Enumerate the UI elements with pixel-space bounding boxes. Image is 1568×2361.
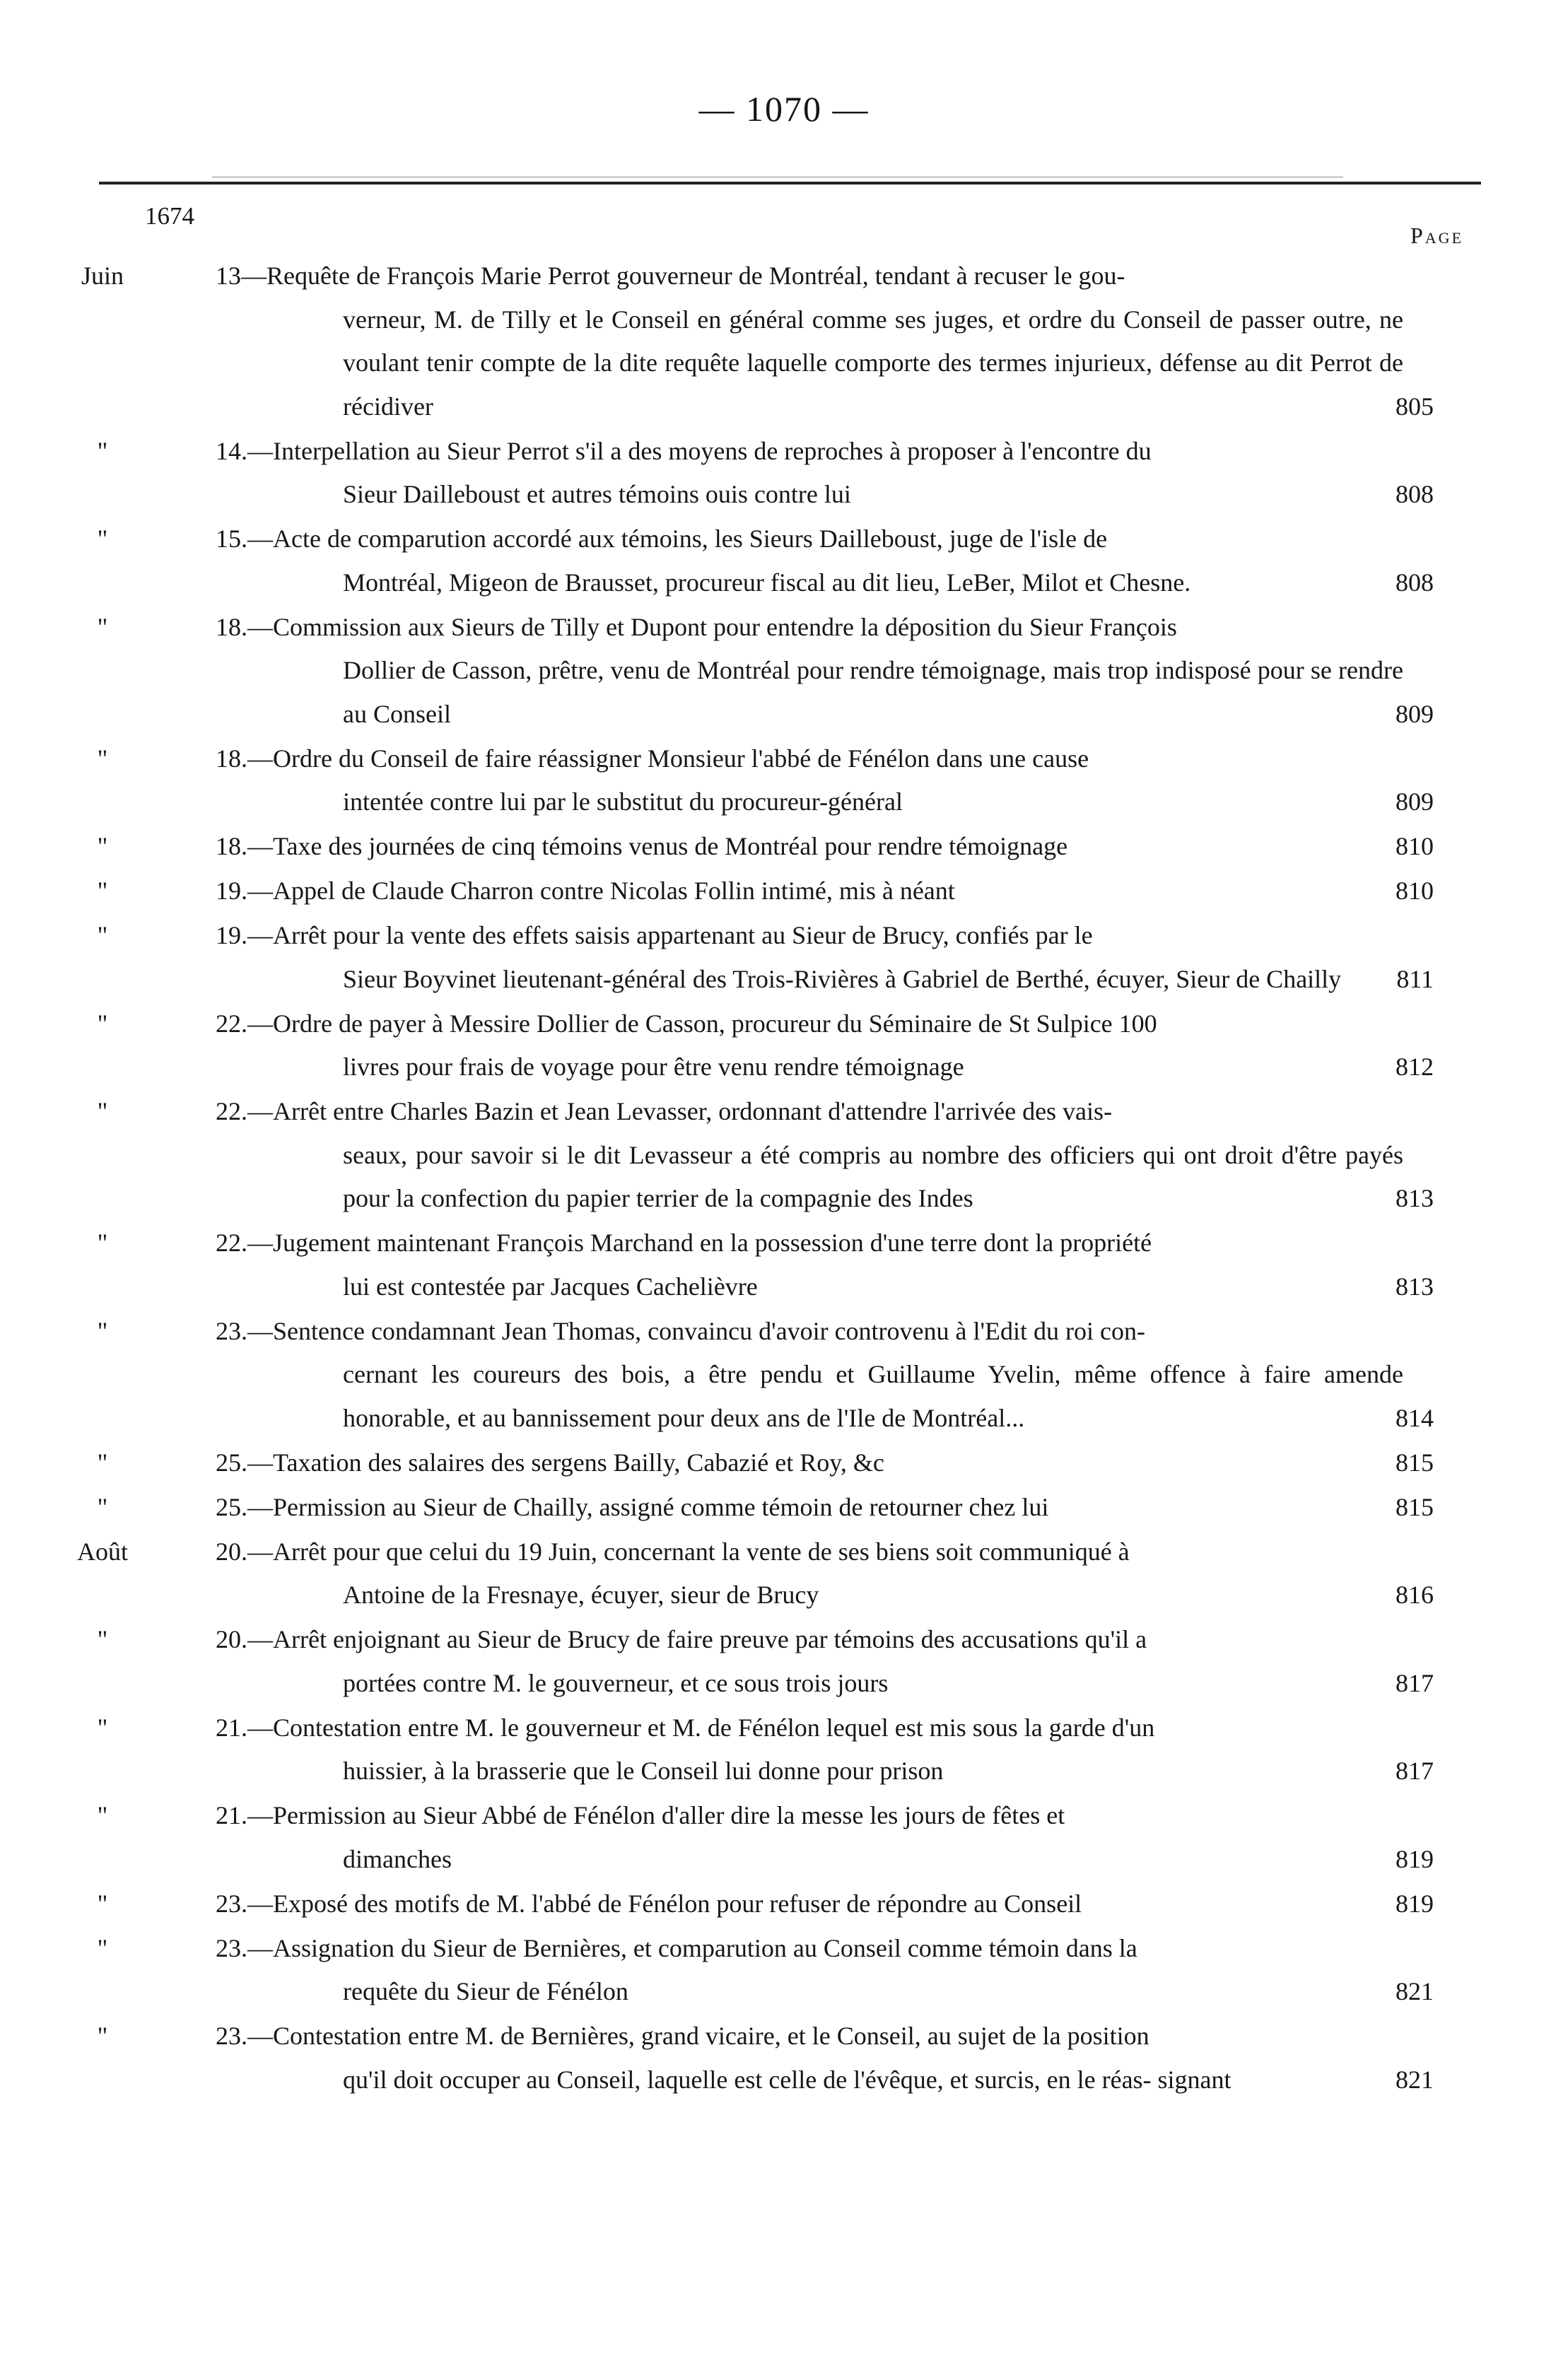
entry-first-line (216, 1486, 1403, 1530)
entry-first-text: —Assignation du Sieur de Bernières, et comparution au Conseil comme témoin dans la (247, 1933, 1137, 1962)
list-item (0, 1486, 1568, 1530)
entry-continuation: lui est contestée par Jacques Cachelièvre (343, 1272, 758, 1301)
page-column-heading: Page (1410, 223, 1464, 248)
entry-page-ref: 821 (1396, 2065, 1434, 2094)
entry-page-ref: 813 (1396, 1184, 1434, 1212)
list-item (0, 1221, 1568, 1308)
entry-day: 20. (216, 1625, 247, 1653)
entry-continuation: qu'il doit occuper au Conseil, laquelle est celle de l'évêque, et surcis, en le réas- signant (343, 2065, 1231, 2094)
entry-text (216, 1882, 1403, 1926)
entry-first-line (216, 737, 1403, 781)
page-number: — 1070 — (698, 89, 870, 129)
list-item (0, 1794, 1568, 1881)
entry-page-ref: 810 (1396, 877, 1434, 905)
entry-first-line (216, 254, 1403, 298)
entry-day: 23. (216, 1889, 247, 1918)
entry-month: " (97, 1713, 108, 1742)
entry-first-line (216, 606, 1403, 650)
entry-text (216, 2015, 1403, 2102)
year-label: 1674 (145, 202, 194, 230)
entry-month: " (97, 1009, 108, 1038)
entry-day: 19. (216, 877, 247, 905)
entry-text (216, 1486, 1403, 1530)
list-item (0, 1927, 1568, 2014)
entry-day: 20. (216, 1537, 247, 1566)
entry-continuation: dimanches (343, 1844, 452, 1873)
entry-first-line (216, 914, 1403, 958)
entry-first-text: —Jugement maintenant François Marchand en la possession d'une terre dont la propriété (247, 1229, 1152, 1257)
entry-first-line (216, 1310, 1403, 1354)
entry-month: " (97, 1933, 108, 1962)
entry-first-text: —Ordre de payer à Messire Dollier de Casson, procureur du Séminaire de St Sulpice 100 (247, 1009, 1157, 1038)
entry-first-line (216, 2015, 1403, 2058)
list-item (0, 1441, 1568, 1485)
list-item (0, 737, 1568, 824)
entry-day: 25. (216, 1448, 247, 1477)
entry-month: " (97, 1625, 108, 1653)
entry-page-ref: 814 (1396, 1403, 1434, 1432)
entry-first-text: —Contestation entre M. le gouverneur et M. de Fénélon lequel est mis sous la garde d'un (247, 1713, 1155, 1742)
entry-day: 25. (216, 1492, 247, 1521)
entry-first-line (216, 1090, 1403, 1134)
entry-first-text: —Acte de comparution accordé aux témoins, les Sieurs Dailleboust, juge de l'isle de (247, 525, 1108, 553)
entry-first-line (216, 1530, 1403, 1574)
entry-text (216, 825, 1403, 869)
entry-continuation: livres pour frais de voyage pour être venu rendre témoignage (343, 1053, 964, 1081)
entry-month: " (97, 612, 108, 641)
entry-first-text: —Sentence condamnant Jean Thomas, convaincu d'avoir controvenu à l'Edit du roi con- (247, 1316, 1145, 1345)
entry-page-ref: 809 (1396, 787, 1434, 816)
entry-page-ref: 816 (1396, 1581, 1434, 1609)
list-item (0, 254, 1568, 428)
list-item (0, 914, 1568, 1001)
entry-page-ref: 819 (1396, 1844, 1434, 1873)
entry-month: " (97, 1229, 108, 1257)
entry-month: " (97, 832, 108, 860)
entry-day: 14. (216, 436, 247, 465)
list-item (0, 1310, 1568, 1441)
entry-month: " (97, 877, 108, 905)
entry-first-text: —Taxe des journées de cinq témoins venus de Montréal pour rendre témoignage (247, 832, 1068, 860)
entry-text (216, 1441, 1403, 1485)
entry-continuation: intentée contre lui par le substitut du procureur-général (343, 787, 903, 816)
entry-continuation: Montréal, Migeon de Brausset, procureur fiscal au dit lieu, LeBer, Milot et Chesne. (343, 568, 1191, 597)
list-item (0, 430, 1568, 517)
entry-first-line (216, 1706, 1403, 1750)
list-item (0, 825, 1568, 869)
entry-text (216, 1706, 1403, 1793)
entry-day: 23. (216, 1933, 247, 1962)
entry-first-line (216, 1221, 1403, 1265)
entry-day: 18. (216, 744, 247, 773)
entry-page-ref: 811 (1396, 964, 1434, 993)
entry-first-text: —Requête de François Marie Perrot gouverneur de Montréal, tendant à recuser le gou- (241, 262, 1125, 290)
list-item (0, 1002, 1568, 1089)
entry-month: " (97, 1492, 108, 1521)
entry-continuation: Sieur Boyvinet lieutenant-général des Trois-Rivières à Gabriel de Berthé, écuyer, Sieur de Chailly (343, 964, 1342, 993)
list-item (0, 517, 1568, 604)
entry-first-text: —Arrêt pour que celui du 19 Juin, concernant la vente de ses biens soit communiqué à (247, 1537, 1130, 1566)
entry-day: 22. (216, 1097, 247, 1125)
entry-text (216, 1221, 1403, 1308)
entry-day: 19. (216, 921, 247, 949)
entry-month: " (97, 921, 108, 949)
entry-text (216, 1002, 1403, 1089)
entry-month: " (97, 525, 108, 553)
entry-month: " (97, 1889, 108, 1918)
entry-text (216, 1090, 1403, 1221)
entry-text (216, 254, 1403, 428)
entry-page-ref: 808 (1396, 568, 1434, 597)
entry-first-line (216, 1882, 1403, 1926)
entry-text (216, 1794, 1403, 1881)
entry-page-ref: 815 (1396, 1492, 1434, 1521)
list-item (0, 1882, 1568, 1926)
entry-month: " (97, 1097, 108, 1125)
entry-continuation: verneur, M. de Tilly et le Conseil en général comme ses juges, et ordre du Conseil de passer outre, ne voulant tenir compte de la dite requête laquelle comporte des termes injurieux, défense au dit Perrot de récidiver (343, 305, 1403, 421)
entry-month: " (97, 1316, 108, 1345)
entry-first-line (216, 1794, 1403, 1838)
entry-month: " (97, 2022, 108, 2050)
entry-first-text: —Permission au Sieur de Chailly, assigné comme témoin de retourner chez lui (247, 1492, 1049, 1521)
list-item (0, 1706, 1568, 1793)
entry-continuation: cernant les coureurs des bois, a être pendu et Guillaume Yvelin, même offence à faire amende honorable, et au bannissement pour deux ans de l'Ile de Montréal... (343, 1360, 1403, 1432)
entry-text (216, 737, 1403, 824)
entry-day: 22. (216, 1229, 247, 1257)
entry-day: 13 (216, 262, 241, 290)
entry-first-text: —Appel de Claude Charron contre Nicolas Follin intimé, mis à néant (247, 877, 955, 905)
entry-month: " (97, 436, 108, 465)
entry-continuation: Dollier de Casson, prêtre, venu de Montréal pour rendre témoignage, mais trop indisposé pour se rendre au Conseil (343, 656, 1403, 728)
entry-month: " (97, 1801, 108, 1829)
entry-first-line (216, 1002, 1403, 1046)
entry-first-text: —Arrêt entre Charles Bazin et Jean Levasser, ordonnant d'attendre l'arrivée des vais- (247, 1097, 1113, 1125)
entry-continuation: portées contre M. le gouverneur, et ce sous trois jours (343, 1668, 889, 1697)
entry-text (216, 1927, 1403, 2014)
entry-page-ref: 817 (1396, 1757, 1434, 1785)
entry-continuation: seaux, pour savoir si le dit Levasseur a été compris au nombre des officiers qui ont droit d'être payés pour la confection du papier terrier de la compagnie des Indes (343, 1140, 1403, 1212)
entry-first-text: —Ordre du Conseil de faire réassigner Monsieur l'abbé de Fénélon dans une cause (247, 744, 1089, 773)
entry-month: Août (77, 1537, 128, 1566)
entry-page-ref: 813 (1396, 1272, 1434, 1301)
entry-text (216, 869, 1403, 913)
entry-first-line (216, 1618, 1403, 1662)
list-item (0, 1618, 1568, 1705)
entry-page-ref: 821 (1396, 1977, 1434, 2005)
entry-day: 23. (216, 1316, 247, 1345)
entry-first-line (216, 430, 1403, 474)
entry-continuation: requête du Sieur de Fénélon (343, 1977, 628, 2005)
entry-first-text: —Arrêt enjoignant au Sieur de Brucy de faire preuve par témoins des accusations qu'il a (247, 1625, 1147, 1653)
entry-text (216, 1618, 1403, 1705)
header-rule (99, 182, 1481, 184)
entry-day: 18. (216, 832, 247, 860)
entry-day: 22. (216, 1009, 247, 1038)
entry-first-text: —Interpellation au Sieur Perrot s'il a des moyens de reproches à proposer à l'encontre du (247, 436, 1152, 465)
entry-page-ref: 808 (1396, 480, 1434, 508)
entry-continuation: Sieur Dailleboust et autres témoins ouis contre lui (343, 480, 851, 508)
entry-first-line (216, 1927, 1403, 1971)
entry-day: 21. (216, 1713, 247, 1742)
entry-first-text: —Taxation des salaires des sergens Bailly, Cabazié et Roy, &c (247, 1448, 884, 1477)
entry-text (216, 1530, 1403, 1617)
list-item (0, 1090, 1568, 1221)
entry-month: " (97, 1448, 108, 1477)
entry-page-ref: 805 (1396, 392, 1434, 421)
entry-page-ref: 810 (1396, 832, 1434, 860)
entry-day: 23. (216, 2022, 247, 2050)
entry-page-ref: 817 (1396, 1668, 1434, 1697)
entry-day: 21. (216, 1801, 247, 1829)
entry-first-line (216, 517, 1403, 561)
entry-page-ref: 809 (1396, 699, 1434, 728)
entry-month: Juin (81, 262, 124, 290)
list-item (0, 1530, 1568, 1617)
entry-text (216, 606, 1403, 737)
entry-text (216, 914, 1403, 1001)
entry-text (216, 430, 1403, 517)
entry-text (216, 1310, 1403, 1441)
entry-continuation: Antoine de la Fresnaye, écuyer, sieur de Brucy (343, 1581, 819, 1609)
entry-first-line (216, 825, 1403, 869)
entry-page-ref: 819 (1396, 1889, 1434, 1918)
entry-day: 18. (216, 612, 247, 641)
entry-continuation: huissier, à la brasserie que le Conseil lui donne pour prison (343, 1757, 944, 1785)
entry-text (216, 517, 1403, 604)
entry-first-line (216, 869, 1403, 913)
entry-first-text: —Commission aux Sieurs de Tilly et Dupont pour entendre la déposition du Sieur François (247, 612, 1177, 641)
entry-first-text: —Arrêt pour la vente des effets saisis appartenant au Sieur de Brucy, confiés par le (247, 921, 1093, 949)
entry-page-ref: 815 (1396, 1448, 1434, 1477)
entry-day: 15. (216, 525, 247, 553)
list-item (0, 2015, 1568, 2102)
entry-list (0, 254, 1568, 2103)
list-item (0, 869, 1568, 913)
list-item (0, 606, 1568, 737)
entry-first-text: —Exposé des motifs de M. l'abbé de Fénélon pour refuser de répondre au Conseil (247, 1889, 1082, 1918)
entry-first-text: —Permission au Sieur Abbé de Fénélon d'aller dire la messe les jours de fêtes et (247, 1801, 1065, 1829)
entry-month: " (97, 744, 108, 773)
entry-first-text: —Contestation entre M. de Bernières, grand vicaire, et le Conseil, au sujet de la position (247, 2022, 1149, 2050)
entry-first-line (216, 1441, 1403, 1485)
entry-page-ref: 812 (1396, 1053, 1434, 1081)
